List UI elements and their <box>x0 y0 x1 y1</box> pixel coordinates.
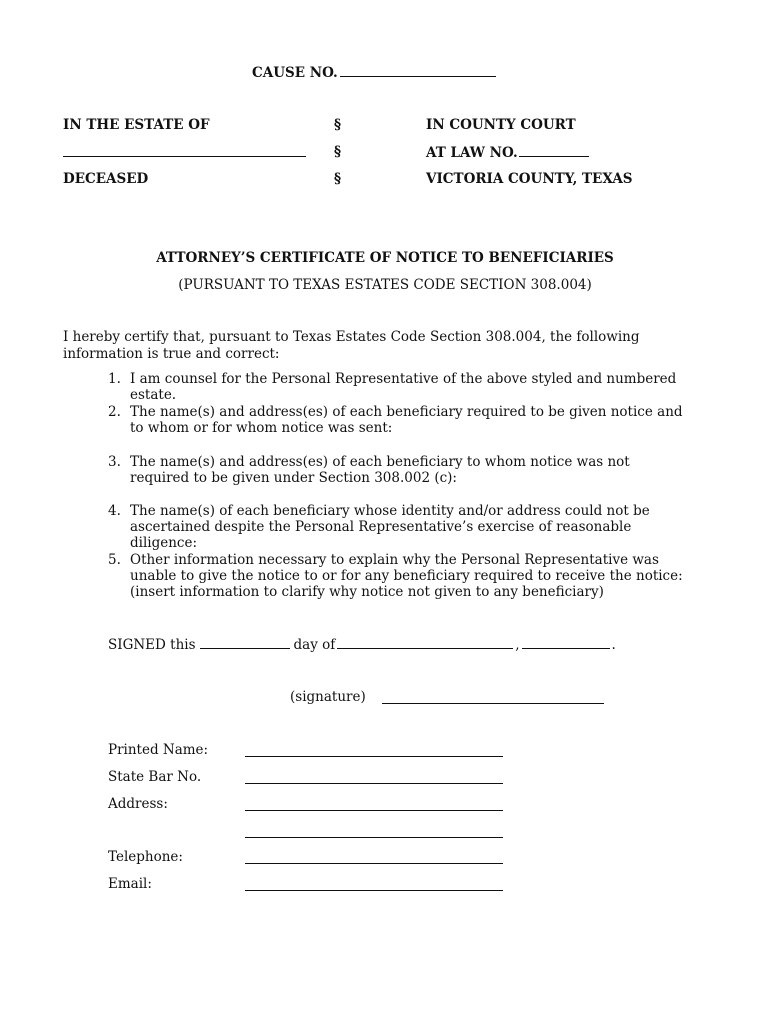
telephone-label: Telephone: <box>108 849 183 865</box>
section-mark: § <box>334 171 342 187</box>
email-label: Email: <box>108 876 152 892</box>
document-title: ATTORNEY’S CERTIFICATE OF NOTICE TO BENEFICIARIES <box>156 250 614 266</box>
list-item <box>108 454 688 486</box>
decedent-name-blank[interactable] <box>63 144 306 157</box>
signature-blank[interactable] <box>382 689 604 704</box>
section-mark: § <box>334 144 342 160</box>
item-text: The name(s) and address(es) of each beneficiary to whom notice was not required to be given under Section 308.002 (c): <box>130 454 630 486</box>
law-no-label: AT LAW NO. <box>426 145 518 161</box>
list-item <box>108 404 688 436</box>
item-number: 4. <box>108 503 121 519</box>
item-number: 1. <box>108 371 121 387</box>
section-mark: § <box>334 117 342 133</box>
signed-day-of: day of <box>293 637 336 653</box>
cause-number <box>252 64 496 81</box>
list-item <box>108 552 688 600</box>
list-item <box>108 371 688 403</box>
address-blank-1[interactable] <box>245 796 503 811</box>
signed-line <box>108 636 616 653</box>
address-blank-2[interactable] <box>245 823 503 838</box>
document-subtitle: (PURSUANT TO TEXAS ESTATES CODE SECTION 308.004) <box>178 277 592 293</box>
signature-label: (signature) <box>290 689 366 705</box>
email-blank[interactable] <box>245 876 503 891</box>
caption-court: IN COUNTY COURT <box>426 117 576 133</box>
caption-estate-of: IN THE ESTATE OF <box>63 117 210 133</box>
signed-year-blank[interactable] <box>522 636 610 649</box>
caption-decedent-name <box>63 144 306 161</box>
signed-period: . <box>611 637 616 653</box>
state-bar-blank[interactable] <box>245 769 503 784</box>
telephone-blank[interactable] <box>245 849 503 864</box>
address-label: Address: <box>108 796 168 812</box>
item-text: Other information necessary to explain why the Personal Representative was unable to give the notice to or for any beneficiary required to receive the notice: (insert information to clarify why notice not given to any beneficiary) <box>130 552 683 600</box>
item-number: 5. <box>108 552 121 568</box>
intro-paragraph: I hereby certify that, pursuant to Texas Estates Code Section 308.004, the following information is true and correct: <box>63 329 640 362</box>
cause-number-blank[interactable] <box>340 64 496 77</box>
list-item <box>108 503 688 551</box>
item-text: The name(s) of each beneficiary whose identity and/or address could not be ascertained despite the Personal Representative’s exercise of reasonable diligence: <box>130 503 650 551</box>
signed-prefix: SIGNED this <box>108 637 196 653</box>
item-number: 3. <box>108 454 121 470</box>
signed-month-blank[interactable] <box>337 636 513 649</box>
law-no-blank[interactable] <box>519 144 589 157</box>
caption-deceased: DECEASED <box>63 171 149 187</box>
printed-name-blank[interactable] <box>245 742 503 757</box>
caption-county: VICTORIA COUNTY, TEXAS <box>426 171 633 187</box>
cause-label: CAUSE NO. <box>252 65 338 81</box>
signed-day-blank[interactable] <box>200 636 290 649</box>
item-text: The name(s) and address(es) of each beneficiary required to be given notice and to whom or for whom notice was sent: <box>130 404 683 436</box>
item-number: 2. <box>108 404 121 420</box>
signed-comma: , <box>515 637 520 653</box>
item-text: I am counsel for the Personal Representative of the above styled and numbered estate. <box>130 371 677 403</box>
caption-law-no <box>426 144 589 161</box>
printed-name-label: Printed Name: <box>108 742 209 758</box>
state-bar-label: State Bar No. <box>108 769 202 785</box>
